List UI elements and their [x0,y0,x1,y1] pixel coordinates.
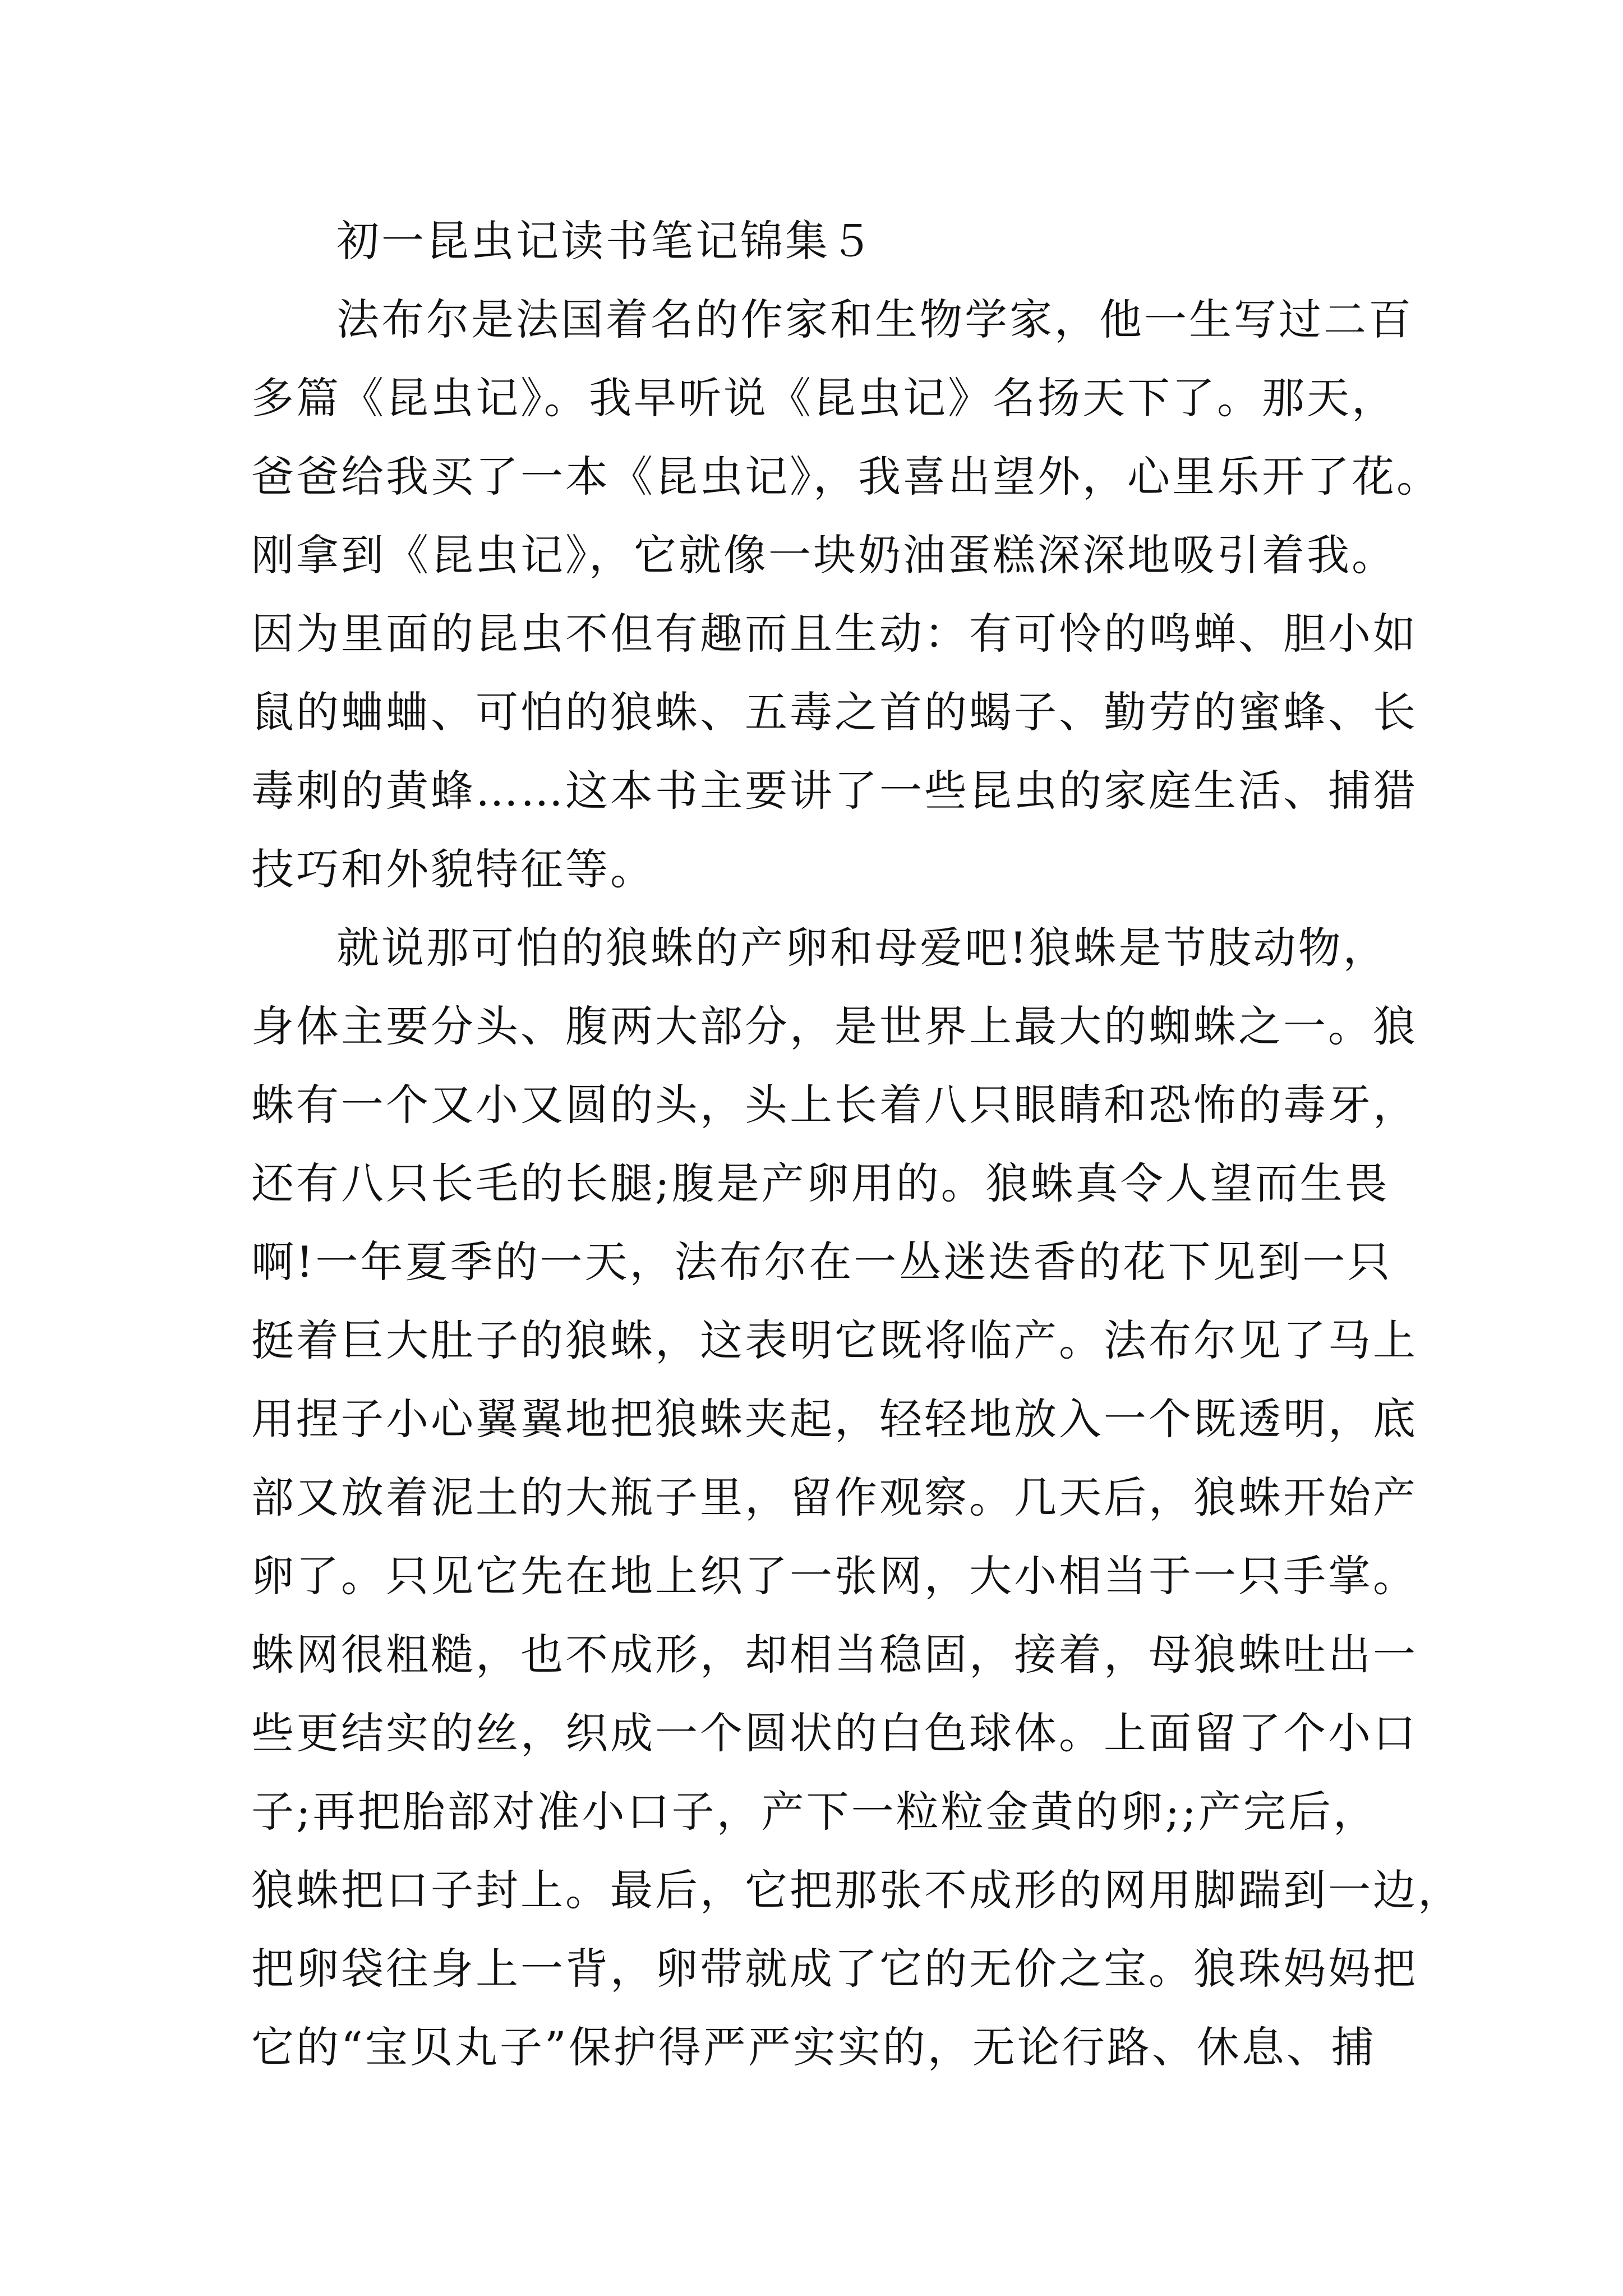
paragraph-line: 因为里面的昆虫不但有趣而且生动：有可怜的鸣蝉、胆小如 [251,609,1418,659]
paragraph-line: 子;再把胎部对准小口子，产下一粒粒金黄的卵;;产完后， [251,1787,1378,1837]
paragraph-line: 把卵袋往身上一背，卵带就成了它的无价之宝。狼珠妈妈把 [251,1944,1418,1994]
paragraph-line: 些更结实的丝，织成一个圆状的白色球体。上面留了个小口 [251,1708,1418,1758]
paragraph-line: 卵了。只见它先在地上织了一张网，大小相当于一只手掌。 [251,1551,1418,1601]
paragraph-line: 用捏子小心翼翼地把狼蛛夹起，轻轻地放入一个既透明，底 [251,1394,1418,1444]
paragraph-line: 身体主要分头、腹两大部分，是世界上最大的蜘蛛之一。狼 [251,1001,1418,1051]
paragraph-line: 毒刺的黄蜂……这本书主要讲了一些昆虫的家庭生活、捕猎 [251,766,1418,816]
paragraph-line: 刚拿到《昆虫记》，它就像一块奶油蛋糕深深地吸引着我。 [251,530,1396,580]
paragraph-line: 啊!一年夏季的一天，法布尔在一丛迷迭香的花下见到一只 [251,1237,1393,1287]
paragraph-line: 蛛有一个又小又圆的头，头上长着八只眼睛和恐怖的毒牙， [251,1080,1418,1130]
paragraph-line: 多篇《昆虫记》。我早听说《昆虫记》名扬天下了。那天， [251,373,1396,423]
paragraph-line: 部又放着泥土的大瓶子里，留作观察。几天后，狼蛛开始产 [251,1473,1418,1522]
paragraph-line: 法布尔是法国着名的作家和生物学家，他一生写过二百 [336,295,1413,344]
paragraph-line: 狼蛛把口子封上。最后，它把那张不成形的网用脚踹到一边， [251,1865,1463,1915]
paragraph-line: 爸爸给我买了一本《昆虫记》，我喜出望外，心里乐开了花。 [251,452,1441,501]
paragraph-line: 鼠的蛐蛐、可怕的狼蛛、五毒之首的蝎子、勤劳的蜜蜂、长 [251,687,1418,737]
paragraph-line: 蛛网很粗糙，也不成形，却相当稳固，接着，母狼蛛吐出一 [251,1630,1418,1680]
document-title: 初一昆虫记读书笔记锦集５ [336,216,875,266]
paragraph-line: 还有八只长毛的长腿;腹是产卵用的。狼蛛真令人望而生畏 [251,1158,1390,1208]
paragraph-line: 就说那可怕的狼蛛的产卵和母爱吧!狼蛛是节肢动物， [336,923,1388,973]
paragraph-line: 挺着巨大肚子的狼蛛，这表明它既将临产。法布尔见了马上 [251,1315,1418,1365]
paragraph-line: 技巧和外貌特征等。 [251,844,655,894]
paragraph-line: 它的“宝贝丸子”保护得严严实实的，无论行路、休息、捕 [251,2022,1376,2072]
